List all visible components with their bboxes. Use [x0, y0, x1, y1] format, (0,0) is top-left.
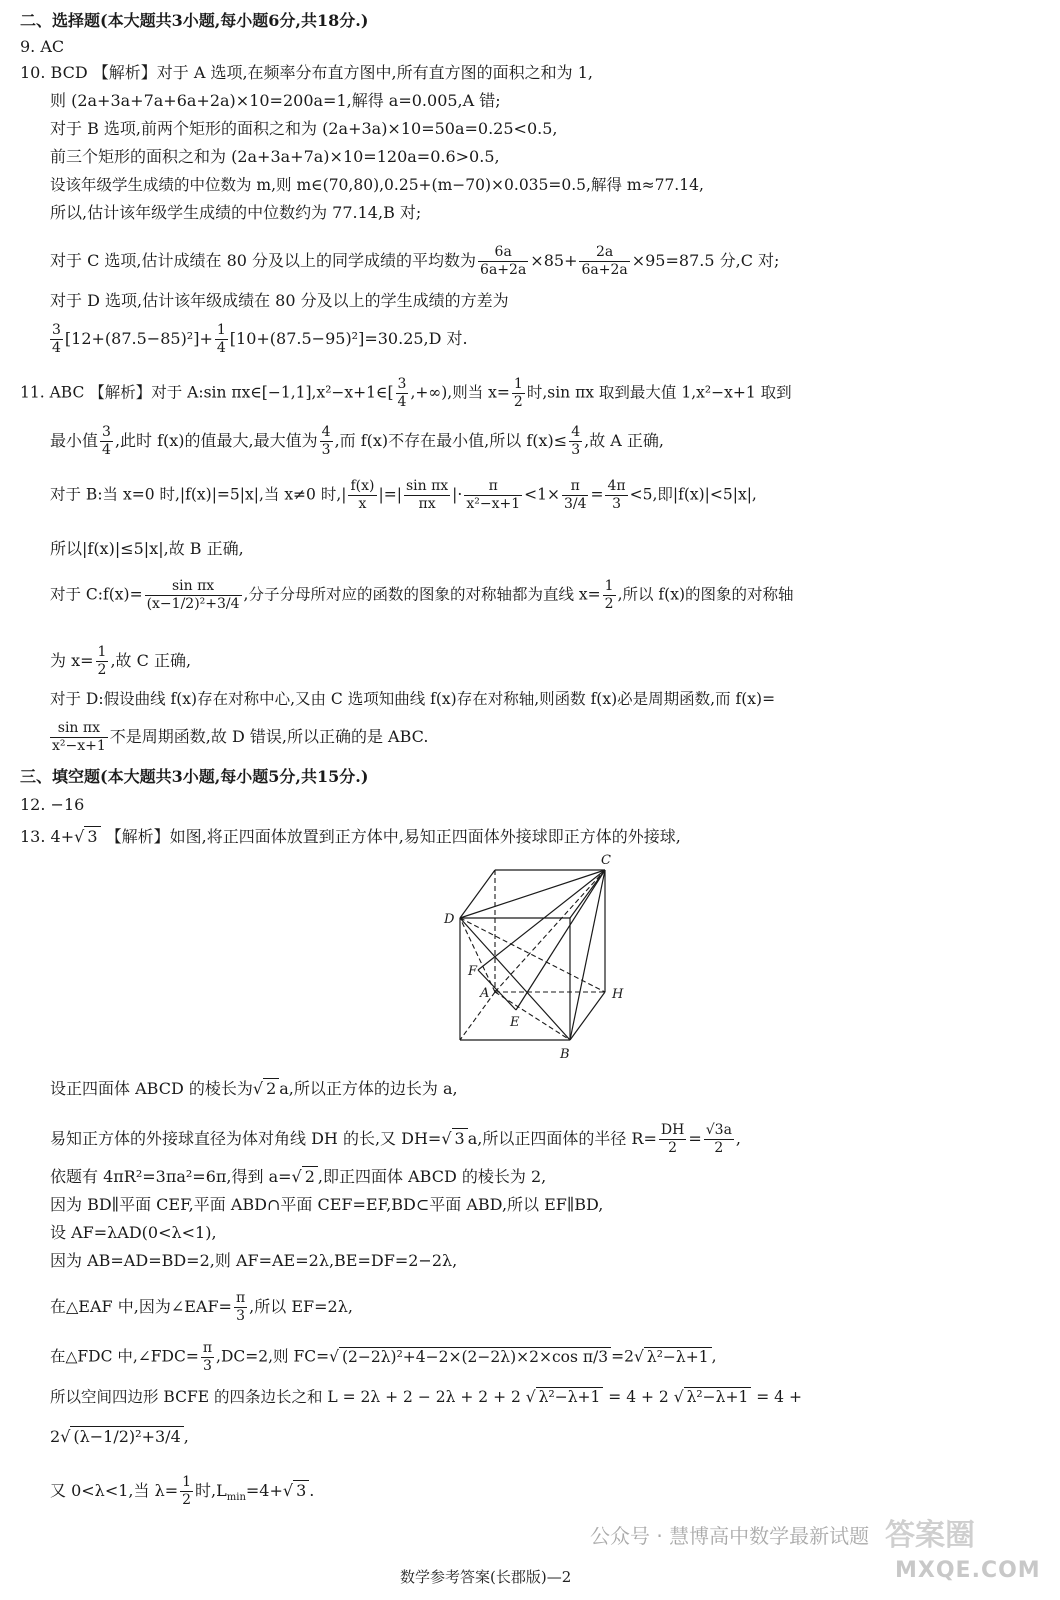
numerator: 6a	[478, 244, 528, 262]
denominator: 3/4	[563, 496, 587, 512]
numerator: sin πx	[145, 578, 242, 596]
denominator: 4	[397, 394, 407, 410]
text: 时,L	[195, 1481, 227, 1500]
solution-line5: 设 AF=λAD(0<λ<1),	[50, 1223, 217, 1242]
denominator: x²−x+1	[52, 738, 106, 754]
radicand: 3	[84, 826, 100, 846]
watermark-account: 公众号 · 慧博高中数学最新试题	[590, 1524, 870, 1548]
answer-q11-line7: 对于 D:假设曲线 f(x)存在对称中心,又由 C 选项知曲线 f(x)存在对称轴,则函数 f(x)必是周期函数,而 f(x)=	[50, 690, 776, 708]
answer-q11-line3	[50, 478, 757, 513]
numerator: π	[235, 1290, 246, 1306]
text: =4+	[245, 1481, 283, 1500]
denominator: (x−1/2)²+3/4	[146, 596, 240, 612]
fraction	[603, 578, 616, 613]
answer-q10-line7	[50, 244, 779, 279]
fraction	[201, 1340, 214, 1375]
text: <1×	[524, 485, 560, 504]
denominator: 4	[216, 340, 226, 356]
denominator: 3	[202, 1358, 212, 1374]
text: 最小值	[50, 431, 99, 450]
denominator: 3	[571, 442, 581, 458]
text: =	[688, 1129, 702, 1148]
text: ,而 f(x)不存在最小值,所以 f(x)≤	[334, 431, 568, 450]
text: a,所以正方体的边长为 a,	[279, 1079, 458, 1098]
answer-q9: 9. AC	[20, 37, 65, 56]
text: ,	[711, 1347, 717, 1366]
fraction	[320, 424, 333, 459]
text: ,	[183, 1427, 189, 1446]
numerator: 4	[571, 424, 581, 440]
numerator: sin πx	[50, 720, 108, 738]
numerator: 3	[102, 424, 111, 440]
answer-q10-line3: 对于 B 选项,前两个矩形的面积之和为 (2a+3a)×10=50a=0.25<0.5,	[50, 119, 558, 138]
numerator: 1	[97, 644, 107, 660]
text: ,此时 f(x)的值最大,最大值为	[114, 431, 318, 450]
text: .	[309, 1481, 315, 1500]
answer-q13-line1: 13. 4+√ 3 【解析】如图,将正四面体放置到正方体中,易知正四面体外接球即正方体的外接球,	[20, 827, 681, 846]
text: 对于 C 选项,估计成绩在 80 分及以上的同学成绩的平均数为	[50, 251, 477, 270]
label-H: H	[612, 987, 624, 1002]
label-C: C	[601, 853, 611, 868]
text: 【解析】如图,将正四面体放置到正方体中,易知正四面体外接球即正方体的外接球,	[100, 827, 681, 846]
section-3-heading: 三、填空题(本大题共3小题,每小题5分,共15分.)	[20, 767, 369, 786]
fraction	[50, 720, 108, 755]
label-D: D	[444, 912, 455, 927]
denominator: 2	[604, 596, 614, 612]
fraction	[180, 1474, 193, 1509]
fraction	[96, 644, 109, 679]
numerator: 4	[321, 424, 331, 440]
fraction	[579, 244, 629, 279]
text: ,故 A 正确,	[584, 431, 665, 450]
denominator: x²−x+1	[466, 496, 521, 512]
answer-q12: 12. −16	[20, 795, 85, 814]
numerator: 1	[513, 376, 523, 392]
answer-q10-line8: 对于 D 选项,估计该年级成绩在 80 分及以上的学生成绩的方差为	[50, 291, 509, 310]
numerator: 3	[52, 322, 61, 338]
solution-line8: 在△FDC 中,∠FDC= $\frac{\pi}{3}$ ,DC=2,则 FC=√ (2−2λ)²+4−2×(2−2λ)×2×cos π/3 =2√ λ²−λ+1 ,	[50, 1340, 717, 1374]
fraction	[396, 376, 409, 411]
radicand: 3	[293, 1480, 309, 1500]
radicand: (2−2λ)²+4−2×(2−2λ)×2×cos π/3	[339, 1347, 611, 1366]
denominator: 2	[714, 1140, 724, 1156]
section-2-heading: 二、选择题(本大题共3小题,每小题6分,共18分.)	[20, 11, 369, 30]
answer-q10-line2: 则 (2a+3a+7a+6a+2a)×10=200a=1,解得 a=0.005,A 错;	[50, 91, 501, 110]
numerator: DH	[660, 1122, 685, 1138]
text: 在△EAF 中,因为∠EAF=	[50, 1297, 232, 1316]
text: ,分子分母所对应的函数的图象的对称轴都为直线 x=	[243, 585, 601, 604]
radicand: 3	[452, 1128, 468, 1148]
denominator: 4	[52, 340, 61, 356]
fraction	[704, 1122, 734, 1157]
watermark-logo: 答案圈	[885, 1518, 975, 1553]
radicand: 2	[263, 1078, 279, 1098]
denominator: 3	[236, 1308, 246, 1324]
answer-q11-line5	[50, 578, 794, 613]
answer-q11-line2	[50, 424, 664, 459]
denominator: 6a+2a	[581, 262, 628, 278]
fraction	[562, 478, 589, 513]
denominator: 3	[321, 442, 331, 458]
numerator: 1	[604, 578, 614, 594]
numerator: 1	[216, 322, 226, 338]
text: =	[590, 485, 604, 504]
text: ,所以 EF=2λ,	[249, 1297, 353, 1316]
label-F: F	[468, 964, 478, 979]
solution-line11: 又 0<λ<1,当 λ= $\frac{1}{2}$ 时$,L_{min}=4+√$ 3 .	[50, 1474, 315, 1508]
fraction	[512, 376, 525, 411]
numerator: π	[562, 478, 589, 496]
fraction	[145, 578, 242, 613]
text: 易知正方体的外接球直径为体对角线 DH 的长,又 DH=	[50, 1129, 442, 1148]
fraction	[100, 424, 113, 459]
solution-line10: 2√ (λ−1/2)²+3/4 ,	[50, 1427, 189, 1446]
solution-line1: 设正四面体 ABCD 的棱长为√ 2 a,所以正方体的边长为 a,	[50, 1079, 458, 1098]
text: 为 x=	[50, 651, 94, 670]
fraction	[569, 424, 582, 459]
text: ,	[735, 1129, 742, 1148]
answer-q10-line9	[50, 322, 468, 357]
text: a,所以正四面体的半径 R=	[467, 1129, 657, 1148]
text: ,即正四面体 ABCD 的棱长为 2,	[317, 1167, 547, 1186]
answer-q10-line1: 10. BCD 【解析】对于 A 选项,在频率分布直方图中,所有直方图的面积之和为 1,	[20, 63, 593, 82]
solution-line9: 所以空间四边形 BCFE 的四条边长之和 L = 2λ + 2 − 2λ + 2 + 2 √ λ²−λ+1 = 4 + 2 √ λ²−λ+1 = 4 +	[50, 1388, 802, 1406]
answer-q11-line1	[20, 376, 792, 411]
text: <5,即|f(x)|<5|x|,	[629, 485, 757, 504]
solution-line3: 依题有 4πR²=3πa²=6π,得到 a=√ 2 ,即正四面体 ABCD 的棱长为 2,	[50, 1167, 547, 1186]
text: ,+∞),则当 x=	[410, 383, 510, 402]
subscript: min	[226, 1492, 246, 1504]
radicand: λ²−λ+1	[684, 1387, 752, 1406]
text: ,故 C 正确,	[110, 651, 192, 670]
cube-tetrahedron-figure	[440, 850, 640, 1065]
radicand: λ²−λ+1	[644, 1347, 712, 1366]
text: 依题有 4πR²=3πa²=6π,得到 a=	[50, 1167, 292, 1186]
text: 在△FDC 中,∠FDC=	[50, 1347, 199, 1366]
text: 时,sin πx 取到最大值 1,x²−x+1 取到	[526, 383, 792, 402]
denominator: x	[358, 496, 367, 512]
radicand: (λ−1/2)²+3/4	[70, 1426, 183, 1446]
denominator: 2	[182, 1492, 192, 1508]
fraction	[348, 478, 376, 513]
page-footer: 数学参考答案(长郡版)—2	[400, 1568, 572, 1586]
fraction	[50, 322, 63, 357]
numerator: 1	[182, 1474, 192, 1490]
denominator: 2	[97, 662, 107, 678]
fraction	[404, 478, 450, 513]
label-B: B	[560, 1047, 570, 1062]
text: [10+(87.5−95)²]=30.25,D 对.	[229, 329, 468, 348]
solution-line2: 易知正方体的外接球直径为体对角线 DH 的长,又 DH=√ 3 a,所以正四面体的半径 R= $\frac{DH}{2}$ = $\frac{√3a}{2}$ ,	[50, 1122, 742, 1156]
text: 11. ABC 【解析】对于 A:sin πx∈[−1,1],x²−x+1∈[	[20, 383, 394, 402]
answer-q11-line6	[50, 644, 191, 679]
fraction	[215, 322, 228, 357]
text: 所以空间四边形 BCFE 的四条边长之和 L = 2λ + 2 − 2λ + 2 + 2	[50, 1388, 526, 1406]
label-E: E	[510, 1015, 520, 1030]
text: |=|	[378, 485, 402, 504]
denominator: 2	[513, 394, 523, 410]
numerator: √3a	[705, 1122, 732, 1138]
radicand: λ²−λ+1	[536, 1387, 604, 1406]
text: ,DC=2,则 FC=	[216, 1347, 330, 1366]
answer-q11-line8	[50, 720, 428, 755]
text: = 4 + 2	[603, 1388, 674, 1406]
solution-line6: 因为 AB=AD=BD=2,则 AF=AE=2λ,BE=DF=2−2λ,	[50, 1251, 458, 1270]
answer-q10-line4: 前三个矩形的面积之和为 (2a+3a+7a)×10=120a=0.6>0.5,	[50, 147, 500, 166]
text: 对于 B:当 x=0 时,|f(x)|=5|x|,当 x≠0 时,|	[50, 485, 347, 504]
fraction	[234, 1290, 247, 1325]
text: 设正四面体 ABCD 的棱长为	[50, 1079, 253, 1098]
fraction	[464, 478, 522, 513]
text: 对于 C:f(x)=	[50, 585, 143, 604]
text: 又 0<λ<1,当 λ=	[50, 1481, 179, 1500]
fraction	[659, 1122, 686, 1157]
numerator: f(x)	[350, 478, 375, 494]
text: =2	[611, 1347, 634, 1366]
answer-q10-line5: 设该年级学生成绩的中位数为 m,则 m∈(70,80),0.25+(m−70)×0.035=0.5,解得 m≈77.14,	[50, 176, 704, 194]
solution-line7	[50, 1290, 353, 1325]
radicand: 2	[302, 1166, 318, 1186]
denominator: 4	[102, 442, 111, 458]
numerator: π	[464, 478, 522, 496]
answer-q10-line6: 所以,估计该年级学生成绩的中位数约为 77.14,B 对;	[50, 203, 422, 222]
numerator: 2a	[579, 244, 629, 262]
text: |·	[452, 485, 463, 504]
fraction	[478, 244, 528, 279]
numerator: π	[202, 1340, 213, 1356]
watermark-site: MXQE.COM	[895, 1558, 1041, 1583]
answer-q11-line4: 所以|f(x)|≤5|x|,故 B 正确,	[50, 539, 244, 558]
text: 13. 4+	[20, 827, 75, 846]
denominator: 3	[612, 496, 621, 512]
solution-line4: 因为 BD∥平面 CEF,平面 ABD∩平面 CEF=EF,BD⊂平面 ABD,所以 EF∥BD,	[50, 1195, 604, 1214]
label-A: A	[480, 986, 490, 1001]
text: ×95=87.5 分,C 对;	[631, 251, 780, 270]
text: ,所以 f(x)的图象的对称轴	[617, 585, 794, 604]
text: = 4 +	[751, 1388, 802, 1406]
numerator: 4π	[607, 478, 626, 494]
text: 不是周期函数,故 D 错误,所以正确的是 ABC.	[109, 727, 429, 746]
text: [12+(87.5−85)²]+	[64, 329, 213, 348]
denominator: 2	[668, 1140, 678, 1156]
numerator: 3	[397, 376, 407, 392]
text: 2	[50, 1427, 61, 1446]
numerator: sin πx	[405, 478, 449, 494]
denominator: 6a+2a	[480, 262, 527, 278]
denominator: πx	[418, 496, 436, 512]
text: ×85+	[530, 251, 578, 270]
fraction	[605, 478, 627, 513]
